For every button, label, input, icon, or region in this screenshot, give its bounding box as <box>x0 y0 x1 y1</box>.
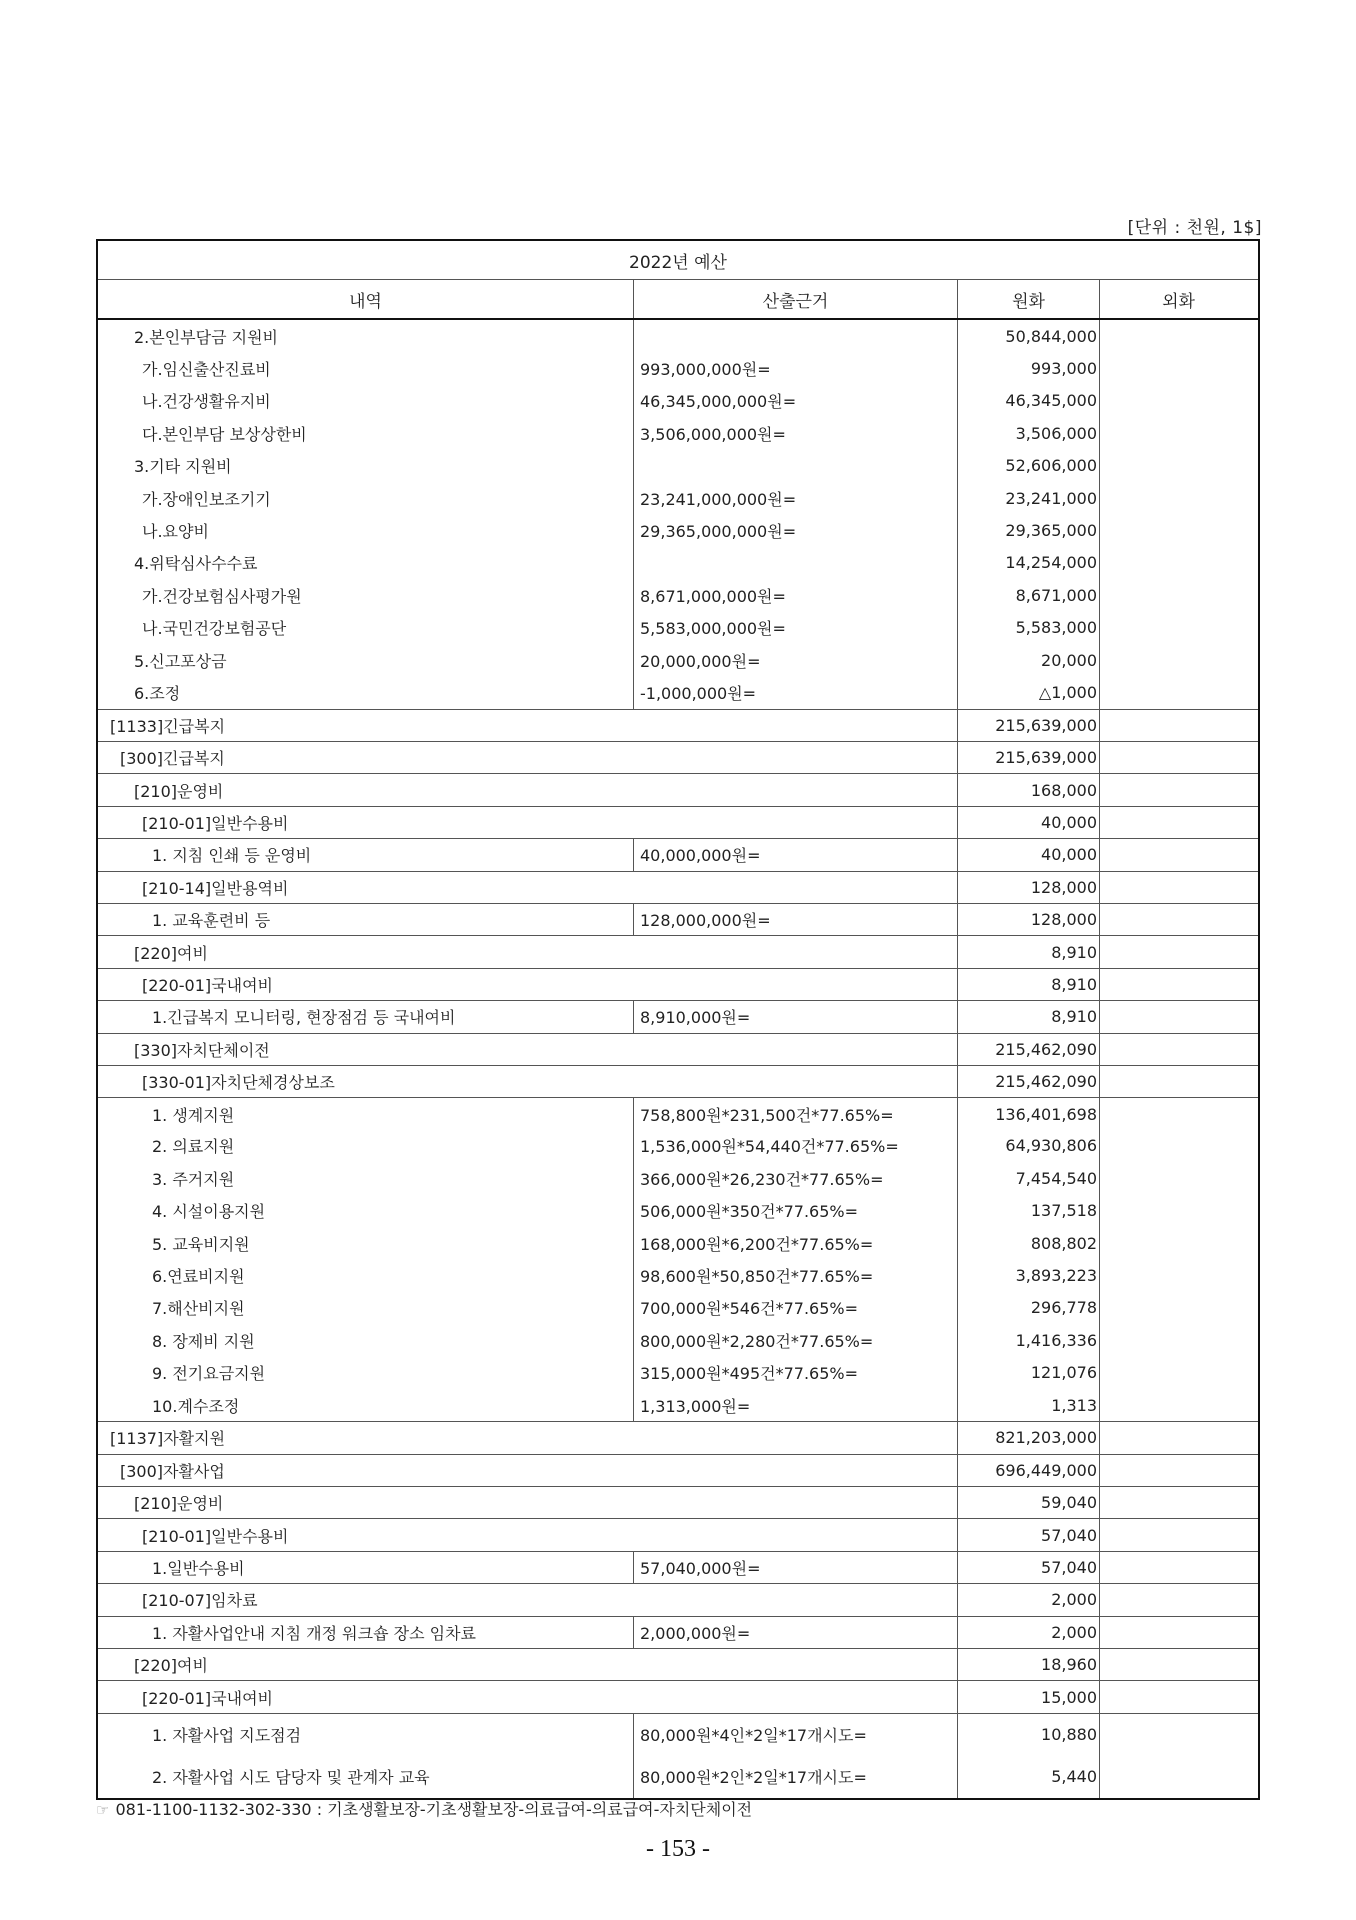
table-row <box>98 1000 1258 1032</box>
cell-fx <box>1099 1001 1257 1032</box>
cell-krw: 52,606,000 <box>957 450 1099 482</box>
table-row <box>98 806 1258 838</box>
cell-item: 나.국민건강보험공단 <box>142 619 287 639</box>
cell-item: 다.본인부담 보상상한비 <box>142 424 307 444</box>
cell-item: 6.연료비지원 <box>152 1267 245 1287</box>
cell-basis: 2,000,000원= <box>633 1617 957 1648</box>
cell-fx <box>1099 904 1257 935</box>
header-item: 내역 <box>349 291 382 312</box>
cell-item: 9. 전기요금지원 <box>152 1364 266 1384</box>
cell-fx <box>1099 742 1257 773</box>
cell-krw: 57,040 <box>957 1519 1099 1550</box>
table-body <box>98 320 1258 1798</box>
cell-krw: 20,000 <box>957 644 1099 676</box>
cell-krw: 136,401,698 <box>957 1098 1099 1129</box>
cell-item: 가.장애인보조기기 <box>142 489 271 509</box>
cell-fx <box>1099 1552 1257 1583</box>
budget-table <box>96 239 1260 1800</box>
cell-krw: 50,844,000 <box>957 320 1099 352</box>
header-fx: 외화 <box>1099 280 1257 318</box>
cell-fx <box>1099 936 1257 967</box>
cell-item: [220]여비 <box>134 943 208 963</box>
cell-basis: 80,000원*4인*2일*17개시도= <box>633 1714 957 1756</box>
table-row <box>98 514 1258 546</box>
cell-krw: 696,449,000 <box>957 1455 1099 1486</box>
table-row <box>98 1616 1258 1648</box>
table-row <box>98 1162 1258 1194</box>
cell-basis: 5,583,000,000원= <box>633 612 957 644</box>
cell-fx <box>1099 514 1257 546</box>
cell-item: 7.해산비지원 <box>152 1299 245 1319</box>
cell-basis: 800,000원*2,280건*77.65%= <box>633 1324 957 1356</box>
cell-krw: 59,040 <box>957 1487 1099 1518</box>
cell-krw: 7,454,540 <box>957 1162 1099 1194</box>
cell-krw: 5,440 <box>957 1755 1099 1798</box>
cell-krw: 3,893,223 <box>957 1259 1099 1291</box>
cell-basis: 506,000원*350건*77.65%= <box>633 1195 957 1227</box>
cell-basis: 46,345,000,000원= <box>633 385 957 417</box>
cell-krw: 10,880 <box>957 1714 1099 1756</box>
table-row <box>98 417 1258 449</box>
cell-basis: 40,000,000원= <box>633 839 957 870</box>
table-row <box>98 482 1258 514</box>
cell-item: 10.계수조정 <box>152 1396 240 1416</box>
cell-krw: 23,241,000 <box>957 482 1099 514</box>
cell-item: [220]여비 <box>134 1656 208 1676</box>
cell-item: [210-14]일반용역비 <box>142 878 289 898</box>
table-row <box>98 612 1258 644</box>
cell-fx <box>1099 450 1257 482</box>
cell-krw: 993,000 <box>957 352 1099 384</box>
cell-item: [210-07]임차료 <box>142 1591 258 1611</box>
cell-basis <box>633 450 957 482</box>
cell-krw: 18,960 <box>957 1649 1099 1680</box>
cell-item: [210]운영비 <box>134 781 224 801</box>
cell-fx <box>1099 969 1257 1000</box>
table-row <box>98 1259 1258 1291</box>
cell-basis: 98,600원*50,850건*77.65%= <box>633 1259 957 1291</box>
table-row <box>98 871 1258 903</box>
table-header-row <box>98 280 1258 320</box>
cell-fx <box>1099 774 1257 805</box>
cell-item: 5.신고포상금 <box>134 651 227 671</box>
table-row <box>98 352 1258 384</box>
cell-basis: 29,365,000,000원= <box>633 514 957 546</box>
cell-basis: 366,000원*26,230건*77.65%= <box>633 1162 957 1194</box>
cell-fx <box>1099 644 1257 676</box>
table-row <box>98 1065 1258 1097</box>
table-row <box>98 1486 1258 1518</box>
cell-fx <box>1099 1422 1257 1453</box>
cell-item: 1. 지침 인쇄 등 운영비 <box>152 846 312 866</box>
table-row <box>98 1518 1258 1550</box>
table-row <box>98 385 1258 417</box>
cell-basis: 57,040,000원= <box>633 1552 957 1583</box>
table-row <box>98 547 1258 579</box>
cell-item: [330]자치단체이전 <box>134 1040 270 1060</box>
cell-fx <box>1099 320 1257 352</box>
cell-item: 가.건강보험심사평가원 <box>142 586 302 606</box>
footnote-text: 081-1100-1132-302-330 : 기초생활보장-기초생활보장-의료급여-의료급여-자치단체이전 <box>115 1800 753 1819</box>
cell-krw: 8,910 <box>957 1001 1099 1032</box>
cell-krw: 168,000 <box>957 774 1099 805</box>
table-row <box>98 1389 1258 1421</box>
cell-krw: △1,000 <box>957 676 1099 708</box>
cell-krw: 8,671,000 <box>957 579 1099 611</box>
cell-fx <box>1099 1714 1257 1756</box>
unit-label: [단위 : 천원, 1$] <box>1127 218 1262 238</box>
table-row <box>98 1033 1258 1065</box>
cell-krw: 215,639,000 <box>957 742 1099 773</box>
cell-fx <box>1099 872 1257 903</box>
cell-fx <box>1099 612 1257 644</box>
cell-item: [300]자활사업 <box>120 1461 225 1481</box>
cell-basis: 8,671,000,000원= <box>633 579 957 611</box>
table-row <box>98 676 1258 708</box>
cell-krw: 128,000 <box>957 872 1099 903</box>
cell-krw: 1,416,336 <box>957 1324 1099 1356</box>
cell-item: 2.본인부담금 지원비 <box>134 327 278 347</box>
table-row <box>98 1680 1258 1712</box>
cell-krw: 15,000 <box>957 1681 1099 1712</box>
cell-fx <box>1099 1227 1257 1259</box>
cell-krw: 821,203,000 <box>957 1422 1099 1453</box>
cell-fx <box>1099 1130 1257 1162</box>
cell-fx <box>1099 1487 1257 1518</box>
cell-krw: 1,313 <box>957 1389 1099 1421</box>
cell-item: [220-01]국내여비 <box>142 976 273 995</box>
cell-item: [210-01]일반수용비 <box>142 1526 289 1546</box>
cell-fx <box>1099 839 1257 870</box>
cell-item: 2. 자활사업 시도 담당자 및 관계자 교육 <box>152 1768 430 1788</box>
cell-krw: 57,040 <box>957 1552 1099 1583</box>
cell-fx <box>1099 1259 1257 1291</box>
cell-item: 6.조정 <box>134 683 181 703</box>
cell-item: [300]긴급복지 <box>120 749 225 769</box>
cell-item: 1.긴급복지 모니터링, 현장점검 등 국내여비 <box>152 1008 456 1028</box>
table-row <box>98 773 1258 805</box>
cell-fx <box>1099 385 1257 417</box>
cell-krw: 14,254,000 <box>957 547 1099 579</box>
cell-basis <box>633 547 957 579</box>
table-row <box>98 1755 1258 1798</box>
cell-item: 1. 교육훈련비 등 <box>152 911 271 931</box>
cell-item: 1. 자활사업안내 지침 개정 워크숍 장소 임차료 <box>152 1623 476 1643</box>
cell-basis: 993,000,000원= <box>633 352 957 384</box>
cell-krw: 8,910 <box>957 969 1099 1000</box>
table-row <box>98 1648 1258 1680</box>
cell-krw: 808,802 <box>957 1227 1099 1259</box>
cell-krw: 128,000 <box>957 904 1099 935</box>
cell-item: [210]운영비 <box>134 1494 224 1514</box>
cell-fx <box>1099 1162 1257 1194</box>
cell-basis: 758,800원*231,500건*77.65%= <box>633 1098 957 1129</box>
cell-krw: 2,000 <box>957 1617 1099 1648</box>
cell-basis: 315,000원*495건*77.65%= <box>633 1357 957 1389</box>
table-row <box>98 1357 1258 1389</box>
table-row <box>98 1097 1258 1129</box>
cell-item: 5. 교육비지원 <box>152 1234 250 1254</box>
cell-fx <box>1099 352 1257 384</box>
cell-item: [220-01]국내여비 <box>142 1688 273 1708</box>
cell-fx <box>1099 1755 1257 1798</box>
cell-krw: 215,639,000 <box>957 710 1099 741</box>
cell-krw: 3,506,000 <box>957 417 1099 449</box>
cell-item: [1137]자활지원 <box>110 1429 226 1449</box>
cell-krw: 29,365,000 <box>957 514 1099 546</box>
table-row <box>98 741 1258 773</box>
cell-item: 3. 주거지원 <box>152 1169 235 1189</box>
cell-fx <box>1099 676 1257 708</box>
cell-item: 8. 장제비 지원 <box>152 1331 255 1351</box>
table-row <box>98 935 1258 967</box>
cell-fx <box>1099 547 1257 579</box>
cell-basis: 8,910,000원= <box>633 1001 957 1032</box>
cell-krw: 215,462,090 <box>957 1066 1099 1097</box>
cell-krw: 137,518 <box>957 1195 1099 1227</box>
cell-fx <box>1099 1519 1257 1550</box>
cell-item: [210-01]일반수용비 <box>142 814 289 834</box>
cell-item: 4. 시설이용지원 <box>152 1202 266 1222</box>
cell-basis: 128,000,000원= <box>633 904 957 935</box>
table-row <box>98 903 1258 935</box>
cell-fx <box>1099 710 1257 741</box>
cell-fx <box>1099 1034 1257 1065</box>
cell-fx <box>1099 482 1257 514</box>
cell-item: 3.기타 지원비 <box>134 457 232 477</box>
cell-basis <box>633 320 957 352</box>
cell-item: 4.위탁심사수수료 <box>134 554 258 574</box>
table-row <box>98 1583 1258 1615</box>
table-row <box>98 1130 1258 1162</box>
cell-item: 1. 생계지원 <box>152 1105 235 1125</box>
table-row <box>98 1551 1258 1583</box>
cell-basis: 1,536,000원*54,440건*77.65%= <box>633 1130 957 1162</box>
cell-basis: 700,000원*546건*77.65%= <box>633 1292 957 1324</box>
table-row <box>98 1292 1258 1324</box>
cell-krw: 40,000 <box>957 839 1099 870</box>
cell-fx <box>1099 1389 1257 1421</box>
cell-krw: 296,778 <box>957 1292 1099 1324</box>
cell-fx <box>1099 1617 1257 1648</box>
cell-basis: -1,000,000원= <box>633 676 957 708</box>
cell-fx <box>1099 1357 1257 1389</box>
cell-item: 1. 자활사업 지도점검 <box>152 1726 302 1746</box>
cell-basis: 1,313,000원= <box>633 1389 957 1421</box>
cell-item: 가.임신출산진료비 <box>142 360 271 380</box>
cell-fx <box>1099 1455 1257 1486</box>
cell-fx <box>1099 1195 1257 1227</box>
cell-krw: 215,462,090 <box>957 1034 1099 1065</box>
footnote <box>96 1797 752 1820</box>
cell-fx <box>1099 1584 1257 1615</box>
table-row <box>98 579 1258 611</box>
cell-fx <box>1099 417 1257 449</box>
cell-krw: 64,930,806 <box>957 1130 1099 1162</box>
header-basis: 산출근거 <box>633 280 957 318</box>
table-row <box>98 968 1258 1000</box>
cell-basis: 23,241,000,000원= <box>633 482 957 514</box>
cell-fx <box>1099 807 1257 838</box>
cell-basis: 80,000원*2인*2일*17개시도= <box>633 1755 957 1798</box>
table-row <box>98 1195 1258 1227</box>
cell-krw: 2,000 <box>957 1584 1099 1615</box>
cell-fx <box>1099 1066 1257 1097</box>
cell-item: [330-01]자치단체경상보조 <box>142 1073 335 1093</box>
table-row <box>98 644 1258 676</box>
cell-item: 나.요양비 <box>142 522 209 542</box>
cell-krw: 121,076 <box>957 1357 1099 1389</box>
table-row <box>98 838 1258 870</box>
pointing-hand-icon: ☞ <box>96 1801 110 1819</box>
table-row <box>98 1454 1258 1486</box>
cell-item: 나.건강생활유지비 <box>142 392 271 412</box>
table-row <box>98 709 1258 741</box>
table-row <box>98 1227 1258 1259</box>
cell-item: [1133]긴급복지 <box>110 716 226 736</box>
cell-fx <box>1099 1098 1257 1129</box>
cell-krw: 8,910 <box>957 936 1099 967</box>
cell-fx <box>1099 1681 1257 1712</box>
table-row <box>98 450 1258 482</box>
table-title: 2022년 예산 <box>98 241 1258 280</box>
table-row <box>98 1713 1258 1756</box>
table-row <box>98 1421 1258 1453</box>
page-number: - 153 - <box>646 1836 710 1862</box>
cell-fx <box>1099 579 1257 611</box>
cell-item: 2. 의료지원 <box>152 1137 235 1157</box>
cell-basis: 168,000원*6,200건*77.65%= <box>633 1227 957 1259</box>
table-row <box>98 1324 1258 1356</box>
cell-basis: 20,000,000원= <box>633 644 957 676</box>
cell-fx <box>1099 1649 1257 1680</box>
header-krw: 원화 <box>957 280 1099 318</box>
cell-item: 1.일반수용비 <box>152 1559 245 1579</box>
cell-krw: 40,000 <box>957 807 1099 838</box>
table-row <box>98 320 1258 352</box>
cell-krw: 46,345,000 <box>957 385 1099 417</box>
cell-krw: 5,583,000 <box>957 612 1099 644</box>
cell-fx <box>1099 1324 1257 1356</box>
cell-basis: 3,506,000,000원= <box>633 417 957 449</box>
cell-fx <box>1099 1292 1257 1324</box>
